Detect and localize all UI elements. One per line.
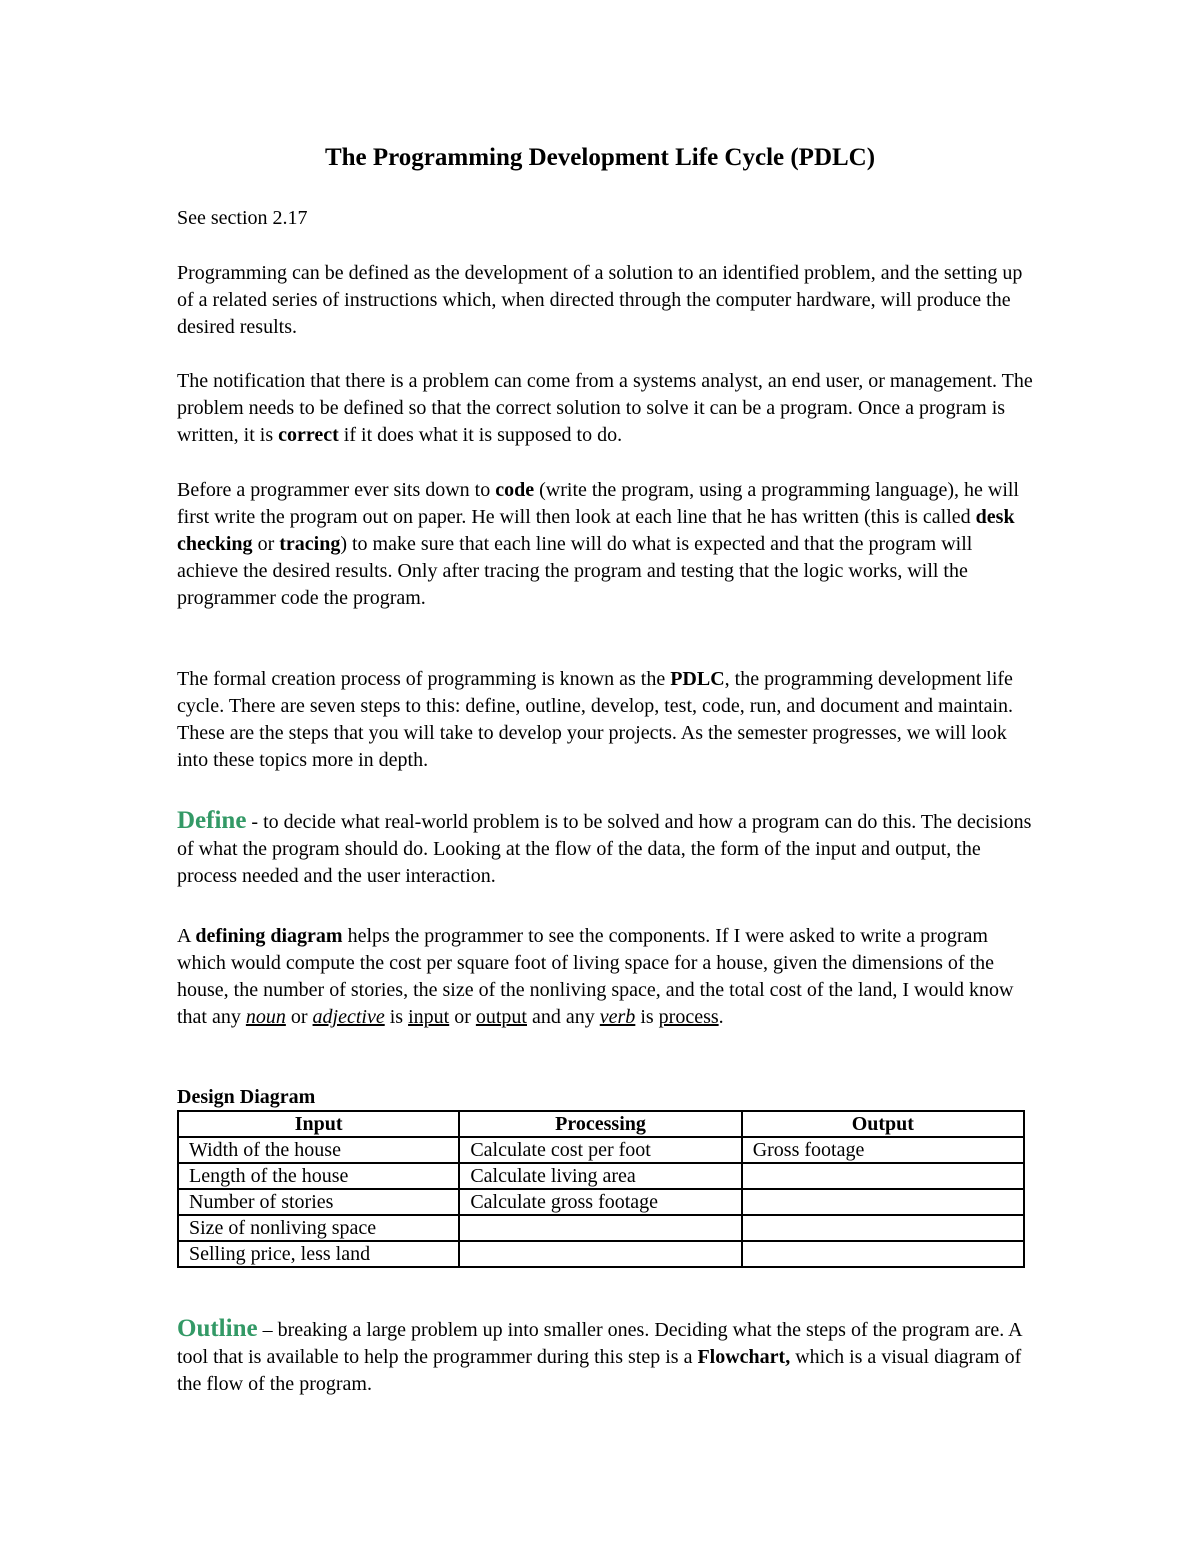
table-row [178,1137,1024,1163]
text-run: . [718,1006,724,1028]
text-run: A [177,925,196,947]
text-run: or [449,1006,476,1028]
table-cell [459,1215,741,1241]
page-title: The Programming Development Life Cycle (PDLC) [324,144,876,171]
design-diagram-table [177,1110,1025,1268]
paragraph-coding [177,477,1037,612]
table-cell [742,1163,1024,1189]
header-input: Input [178,1111,459,1137]
text-run: if it does what it is supposed to do. [338,424,623,446]
bold-code: code [495,479,535,501]
word-process: process [658,1006,719,1028]
see-section-text: See section 2.17 [177,207,308,229]
paragraph-pdlc [177,666,1037,774]
word-output: output [475,1006,527,1028]
table-cell: Number of stories [178,1189,459,1215]
text-run: and any [527,1006,600,1028]
header-output: Output [742,1111,1024,1137]
word-adjective: adjective [312,1006,385,1028]
bold-desk-checking: desk checking [177,506,1015,555]
table-header-row [178,1111,1024,1137]
table-row [178,1215,1024,1241]
text-run: which is a visual diagram of the flow of the program. [177,1346,1022,1395]
table-row [178,1163,1024,1189]
table-cell: Width of the house [178,1137,459,1163]
table-cell [742,1215,1024,1241]
text-run: (write the program, using a programming language), he will first write the program out on paper. He will then look at each line that he has written (this is called [177,479,1019,528]
table-cell [459,1241,741,1267]
bold-defining-diagram: defining diagram [195,925,343,947]
outline-heading: Outline [177,1315,258,1342]
paragraph-defining-diagram [177,923,1037,1031]
word-input: input [408,1006,450,1028]
section-outline [177,1315,1037,1398]
text-run: is [635,1006,659,1028]
text-run: ) to make sure that each line will do what is expected and that the program will achieve the desired results. Only after tracing the program and testing that the logic works, will the programmer code the program. [177,533,973,609]
paragraph-notification [177,368,1037,449]
table-row [178,1241,1024,1267]
bold-tracing: tracing [279,533,341,555]
text-run: , the programming development life cycle. There are seven steps to this: define, outline, develop, test, code, run, and document and maintain. These are the steps that you will take to develop your projects. As the semester progresses, we will look into these topics more in depth. [177,668,1014,771]
bold-correct: correct [278,424,339,446]
table-cell: Calculate living area [459,1163,741,1189]
text-run: The notification that there is a problem can come from a systems analyst, an end user, or management. The problem needs to be defined so that the correct solution to solve it can be a program. Once a program is written, it is [177,370,1033,446]
define-text: - to decide what real-world problem is to be solved and how a program can do this. The decisions of what the program should do. Looking at the flow of the data, the form of the input and output, the process needed and the user interaction. [177,811,1032,887]
word-verb: verb [599,1006,636,1028]
text-run: helps the programmer to see the components. If I were asked to write a program which would compute the cost per square foot of living space for a house, given the dimensions of the house, the number of stories, the size of the nonliving space, and the total cost of the land, I would know that any [177,925,1014,1028]
table-cell: Calculate gross footage [459,1189,741,1215]
text-run: or [252,533,280,555]
text-run: is [384,1006,409,1028]
table-row [178,1189,1024,1215]
text-run: The formal creation process of programming is known as the [177,668,671,690]
bold-flowchart: Flowchart, [697,1346,791,1368]
outline-text: – breaking a large problem up into smaller ones. Deciding what the steps of the program are. A tool that is available to help the programmer during this step is a [177,1319,1022,1368]
bold-pdlc: PDLC [670,668,725,690]
table-cell: Gross footage [742,1137,1024,1163]
table-cell: Calculate cost per foot [459,1137,741,1163]
table-cell: Length of the house [178,1163,459,1189]
table-cell: Size of nonliving space [178,1215,459,1241]
word-noun: noun [245,1006,286,1028]
define-heading: Define [177,807,247,834]
text-run: or [285,1006,313,1028]
table-cell: Selling price, less land [178,1241,459,1267]
header-processing: Processing [459,1111,741,1137]
table-cell [742,1189,1024,1215]
table-cell [742,1241,1024,1267]
design-diagram-title: Design Diagram [177,1086,316,1108]
text-run: Before a programmer ever sits down to [177,479,496,501]
section-define [177,807,1037,890]
paragraph-definition: Programming can be defined as the development of a solution to an identified problem, and the setting up of a related series of instructions which, when directed through the computer hardware, will produce the desired results. [177,262,1023,338]
